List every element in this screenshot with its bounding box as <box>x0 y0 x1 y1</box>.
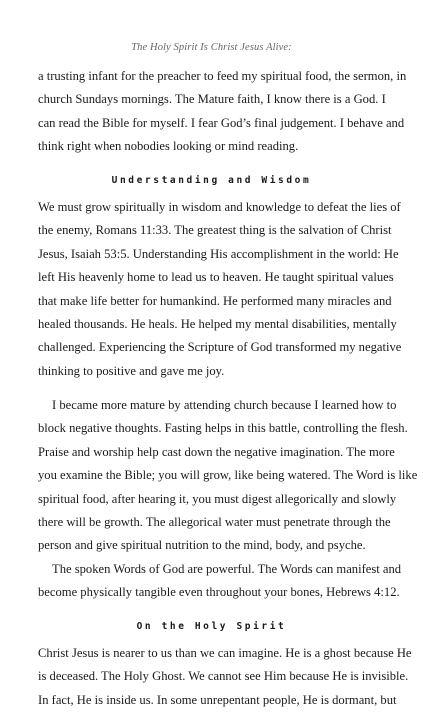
text-line: think right when nobodies looking or mind reading. <box>38 139 299 154</box>
running-head: The Holy Spirit Is Christ Jesus Alive: <box>131 42 292 53</box>
section-heading-understanding-and-wisdom: Understanding and Wisdom <box>111 174 312 186</box>
text-line: person and give spiritual nutrition to the mind, body, and psyche. <box>38 538 366 553</box>
text-line: The spoken Words of God are powerful. The Words can manifest and <box>52 561 402 576</box>
text-line: there will be growth. The allegorical water must penetrate through the <box>38 515 391 530</box>
paragraph-3 <box>38 394 418 558</box>
body-text <box>38 65 418 712</box>
paragraph-5 <box>38 642 412 712</box>
paragraph-2 <box>38 196 402 383</box>
text-line: you examine the Bible; you will grow, like being watered. The Word is like <box>38 468 418 483</box>
text-line: can read the Bible for myself. I fear God’s final judgement. I behave and <box>38 115 405 130</box>
text-line: In fact, He is inside us. In some unrepentant people, He is dormant, but <box>38 692 397 707</box>
text-line: is deceased. The Holy Ghost. We cannot see Him because He is invisible. <box>38 669 409 684</box>
text-line: the enemy, Romans 11:33. The greatest thing is the salvation of Christ <box>38 223 392 238</box>
text-line: thinking to positive and gave me joy. <box>38 363 225 378</box>
text-line: healed thousands. He heals. He helped my mental disabilities, mentally <box>38 316 397 331</box>
text-line: I became more mature by attending church because I learned how to <box>52 398 397 413</box>
text-line: church Sundays mornings. The Mature faith, I know there is a God. I <box>38 92 386 107</box>
text-line: that make life better for humankind. He performed many miracles and <box>38 293 392 308</box>
text-line: Praise and worship help cast down the negative imagination. The more <box>38 444 395 459</box>
text-line: Jesus, Isaiah 53:5. Understanding His accomplishment in the world: He <box>38 246 399 261</box>
text-line: a trusting infant for the preacher to feed my spiritual food, the sermon, in <box>38 69 407 83</box>
paragraph-1 <box>38 65 407 159</box>
text-line: spiritual food, after hearing it, you must digest allegorically and slowly <box>38 491 397 506</box>
paragraph-4 <box>38 558 402 605</box>
text-line: We must grow spiritually in wisdom and knowledge to defeat the lies of <box>38 199 401 214</box>
text-line: block negative thoughts. Fasting helps in this battle, controlling the flesh. <box>38 421 408 436</box>
section-heading-on-the-holy-spirit: On the Holy Spirit <box>136 620 287 632</box>
text-line: Christ Jesus is nearer to us than we can imagine. He is a ghost because He <box>38 645 412 660</box>
text-line: become physically tangible even throughout your bones, Hebrews 4:12. <box>38 585 400 600</box>
text-line: left His heavenly home to lead us to heaven. He taught spiritual values <box>38 270 394 285</box>
text-line: challenged. Experiencing the Scripture of God transformed my negative <box>38 340 402 355</box>
